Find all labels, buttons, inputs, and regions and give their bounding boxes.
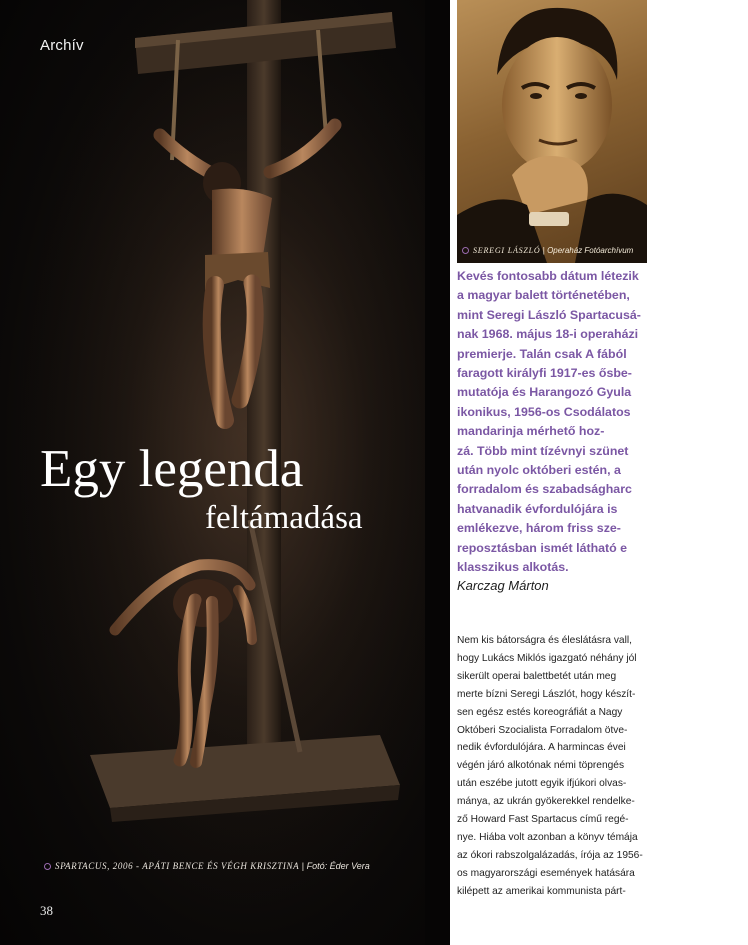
lead-line: mandarinja mérhető hoz-: [457, 424, 605, 439]
lead-paragraph: [457, 267, 652, 578]
lead-line: után nyolc októberi estén, a: [457, 463, 621, 478]
body-line: sen egész estés koreográfiát a Nagy: [457, 706, 623, 718]
lead-line: klasszikus alkotás.: [457, 560, 569, 575]
body-line: mánya, az ukrán gyökerekkel rendelke-: [457, 796, 635, 808]
portrait-caption-separator: |: [542, 246, 545, 255]
body-text: [457, 632, 657, 901]
portrait-caption-credit: Operaház Fotóarchívum: [547, 246, 634, 255]
body-line: Októberi Szocialista Forradalom ötve-: [457, 724, 628, 736]
lead-line: zá. Több mint tízévnyi szünet: [457, 443, 629, 458]
body-line: merte bízni Seregi Lászlót, hogy készít-: [457, 688, 636, 700]
lead-line: reposztásban ismét látható e: [457, 540, 628, 555]
lead-line: hatvanadik évfordulójára is: [457, 501, 618, 516]
lead-line: mint Seregi László Spartacusá-: [457, 307, 641, 322]
body-line: nedik évfordulójára. A harmincas évei: [457, 742, 626, 754]
author-name: Karczag Márton: [457, 578, 549, 593]
main-photo-caption: [44, 861, 444, 871]
headline-line-1: Egy legenda: [40, 440, 304, 498]
portrait-caption: [462, 246, 652, 255]
lead-line: premierje. Talán csak A fából: [457, 346, 627, 361]
headline-line-2: feltámadása: [205, 500, 363, 536]
body-line: Nem kis bátorságra és éleslátásra vall,: [457, 635, 632, 646]
body-line: végén járó alkotónak némi töprengés: [457, 760, 625, 772]
body-line: os magyarországi események hatására: [457, 867, 635, 879]
lead-line: emlékezve, három friss sze-: [457, 521, 621, 536]
body-line: sikerült operai balettbetét után meg: [457, 670, 617, 682]
body-line: ző Howard Fast Spartacus című regé-: [457, 814, 629, 826]
section-label: Archív: [40, 37, 84, 54]
portrait-illustration: [457, 0, 647, 263]
page-number: 38: [40, 903, 53, 918]
lead-line: a magyar balett történetében,: [457, 288, 630, 303]
body-line: után eszébe jutott egyik ifjúkori olvas-: [457, 778, 627, 790]
caption-bullet-icon: [44, 863, 51, 870]
main-photo-caption-separator: |: [301, 861, 305, 871]
lead-line: mutatója és Harangozó Gyula: [457, 385, 632, 400]
lead-line: ikonikus, 1956-os Csodálatos: [457, 404, 631, 419]
portrait-photo: [457, 0, 647, 263]
main-photo-caption-title: SPARTACUS, 2006 - APÁTI BENCE ÉS VÉGH KRISZTINA: [55, 861, 300, 871]
caption-bullet-icon: [462, 247, 469, 254]
lead-line: nak 1968. május 18-i operaházi: [457, 327, 639, 342]
body-line: kilépett az amerikai kommunista párt-: [457, 885, 626, 897]
body-line: nye. Hiába volt azonban a könyv témája: [457, 831, 638, 843]
lead-line: faragott királyfi 1917-es ősbe-: [457, 366, 632, 381]
lead-line: forradalom és szabadságharc: [457, 482, 632, 497]
body-line: hogy Lukács Miklós igazgató néhány jól: [457, 652, 637, 664]
main-photo-caption-credit: Fotó: Éder Vera: [306, 861, 370, 871]
body-line: az ókori rabszolgalázadás, írója az 1956-: [457, 849, 643, 861]
lead-line: Kevés fontosabb dátum létezik: [457, 269, 639, 283]
portrait-caption-title: SEREGI LÁSZLÓ: [473, 246, 541, 255]
